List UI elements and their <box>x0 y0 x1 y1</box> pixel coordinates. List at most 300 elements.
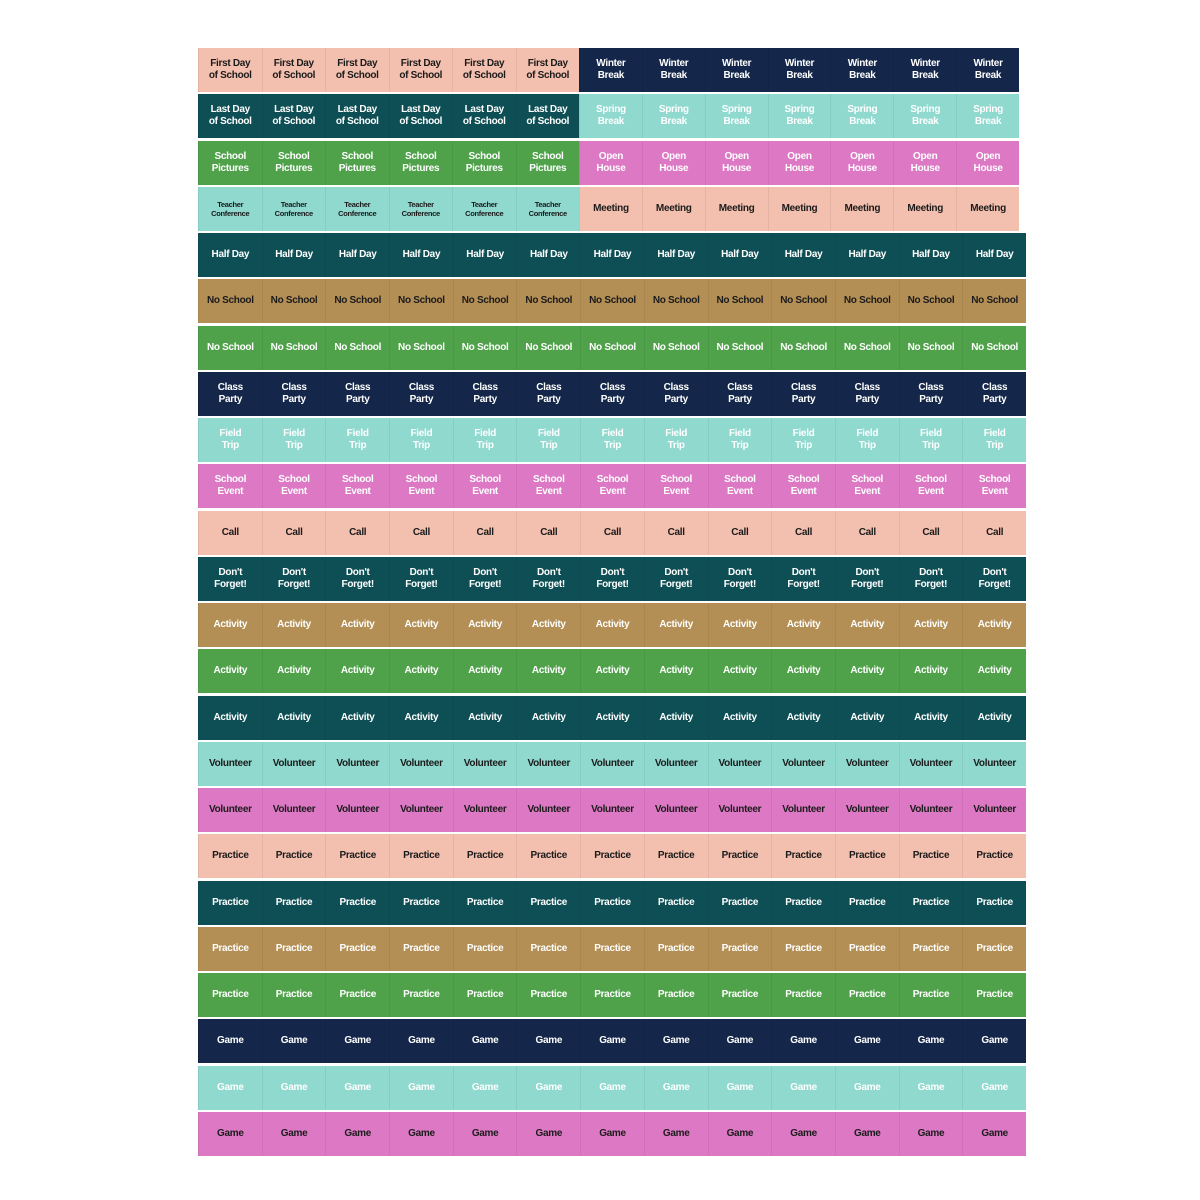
sticker: Field Trip <box>835 418 899 462</box>
sticker: Practice <box>453 973 517 1017</box>
sticker: Volunteer <box>899 742 963 786</box>
sticker: Activity <box>198 649 262 693</box>
sticker: School Event <box>325 464 389 508</box>
sticker: Activity <box>262 649 326 693</box>
sticker: Game <box>899 1112 963 1156</box>
sticker-row <box>198 881 1026 925</box>
sticker: Volunteer <box>262 788 326 832</box>
sticker: Activity <box>835 696 899 740</box>
sticker: Practice <box>644 834 708 878</box>
sticker: Practice <box>580 927 644 971</box>
sticker: Game <box>325 1019 389 1063</box>
sticker: First Day of School <box>389 48 453 92</box>
sticker: Activity <box>580 603 644 647</box>
sticker: Game <box>389 1019 453 1063</box>
sticker: First Day of School <box>516 48 580 92</box>
sticker: Open House <box>705 141 768 185</box>
sticker: Open House <box>893 141 956 185</box>
sticker: Game <box>644 1066 708 1110</box>
sticker: School Event <box>835 464 899 508</box>
sticker: No School <box>835 326 899 370</box>
sticker: Game <box>708 1066 772 1110</box>
sticker: School Event <box>262 464 326 508</box>
sticker: Don't Forget! <box>771 557 835 601</box>
sticker: Don't Forget! <box>835 557 899 601</box>
sticker: Game <box>771 1066 835 1110</box>
sticker: Call <box>516 511 580 555</box>
sticker: Volunteer <box>516 742 580 786</box>
sticker: Volunteer <box>389 788 453 832</box>
sticker: Call <box>580 511 644 555</box>
sticker: Game <box>771 1019 835 1063</box>
sticker: Activity <box>708 696 772 740</box>
sticker: School Pictures <box>262 141 326 185</box>
sticker-row <box>198 141 1026 185</box>
sticker: Activity <box>516 649 580 693</box>
sticker: Game <box>516 1066 580 1110</box>
sticker: Practice <box>962 834 1026 878</box>
sticker: Volunteer <box>389 742 453 786</box>
sticker: School Event <box>516 464 580 508</box>
sticker: Don't Forget! <box>262 557 326 601</box>
sticker: Volunteer <box>708 742 772 786</box>
sticker: Half Day <box>962 233 1026 277</box>
sticker: Practice <box>644 881 708 925</box>
sticker: No School <box>899 326 963 370</box>
sticker: Meeting <box>956 187 1019 231</box>
sticker: Activity <box>580 696 644 740</box>
sticker: Volunteer <box>771 788 835 832</box>
sticker: Half Day <box>262 233 326 277</box>
sticker: No School <box>580 279 644 323</box>
sticker: Game <box>962 1066 1026 1110</box>
sticker: Don't Forget! <box>325 557 389 601</box>
sticker: School Event <box>708 464 772 508</box>
sticker: Spring Break <box>830 94 893 138</box>
sticker: Call <box>835 511 899 555</box>
sticker: Open House <box>956 141 1019 185</box>
sticker: Open House <box>768 141 831 185</box>
sticker: Winter Break <box>642 48 705 92</box>
sticker: Volunteer <box>771 742 835 786</box>
sticker-row <box>198 557 1026 601</box>
sticker: Half Day <box>453 233 517 277</box>
sticker: Half Day <box>771 233 835 277</box>
sticker: Spring Break <box>579 94 642 138</box>
sticker: Meeting <box>893 187 956 231</box>
sticker: First Day of School <box>452 48 516 92</box>
sticker: School Event <box>962 464 1026 508</box>
sticker: Half Day <box>644 233 708 277</box>
sticker-row <box>198 788 1026 832</box>
sticker: Practice <box>453 881 517 925</box>
sticker: No School <box>899 279 963 323</box>
sticker: Activity <box>962 649 1026 693</box>
sticker: Activity <box>835 603 899 647</box>
sticker: Practice <box>198 973 262 1017</box>
sticker: Practice <box>899 973 963 1017</box>
sticker: Class Party <box>962 372 1026 416</box>
sticker: Activity <box>899 649 963 693</box>
sticker: Game <box>198 1066 262 1110</box>
sticker: Class Party <box>644 372 708 416</box>
sticker: Call <box>389 511 453 555</box>
sticker: Volunteer <box>580 788 644 832</box>
sticker: Practice <box>389 927 453 971</box>
sticker: Practice <box>198 881 262 925</box>
sticker: Game <box>516 1019 580 1063</box>
sticker: School Event <box>899 464 963 508</box>
sticker: Don't Forget! <box>389 557 453 601</box>
sticker: Half Day <box>708 233 772 277</box>
sticker: No School <box>962 279 1026 323</box>
sticker: Meeting <box>768 187 831 231</box>
sticker: Practice <box>708 973 772 1017</box>
sticker: Half Day <box>899 233 963 277</box>
sticker: Volunteer <box>835 788 899 832</box>
sticker: Winter Break <box>705 48 768 92</box>
sticker: No School <box>262 326 326 370</box>
sticker: Game <box>708 1019 772 1063</box>
sticker: Activity <box>899 603 963 647</box>
sticker: Field Trip <box>962 418 1026 462</box>
sticker: Game <box>644 1112 708 1156</box>
sticker-row <box>198 511 1026 555</box>
sticker-row <box>198 1019 1026 1063</box>
sticker: Game <box>771 1112 835 1156</box>
sticker-row <box>198 187 1026 231</box>
sticker: Activity <box>325 649 389 693</box>
sticker: Game <box>453 1019 517 1063</box>
sticker: Call <box>198 511 262 555</box>
sticker: Teacher Conference <box>262 187 326 231</box>
sticker: No School <box>516 279 580 323</box>
sticker: Practice <box>516 881 580 925</box>
sticker: Practice <box>771 834 835 878</box>
sticker: Volunteer <box>198 788 262 832</box>
sticker: First Day of School <box>198 48 262 92</box>
sticker: Game <box>899 1066 963 1110</box>
sticker: Game <box>389 1066 453 1110</box>
sticker: Game <box>516 1112 580 1156</box>
sticker: No School <box>389 279 453 323</box>
sticker-row <box>198 927 1026 971</box>
sticker: Field Trip <box>580 418 644 462</box>
sticker: Game <box>835 1066 899 1110</box>
sticker: School Event <box>771 464 835 508</box>
sticker: Spring Break <box>705 94 768 138</box>
sticker: Don't Forget! <box>580 557 644 601</box>
sticker: Call <box>262 511 326 555</box>
sticker: Practice <box>771 927 835 971</box>
sticker: Don't Forget! <box>899 557 963 601</box>
sticker: Teacher Conference <box>325 187 389 231</box>
sticker: Practice <box>962 973 1026 1017</box>
sticker: Activity <box>771 603 835 647</box>
sticker: Activity <box>516 603 580 647</box>
sticker: Activity <box>899 696 963 740</box>
sticker: Practice <box>325 927 389 971</box>
sticker: Game <box>262 1019 326 1063</box>
sticker: No School <box>708 326 772 370</box>
sticker: Call <box>644 511 708 555</box>
sticker: No School <box>389 326 453 370</box>
sticker: Field Trip <box>516 418 580 462</box>
sticker: Practice <box>516 927 580 971</box>
sticker: Open House <box>579 141 642 185</box>
sticker: No School <box>708 279 772 323</box>
sticker: Field Trip <box>644 418 708 462</box>
sticker: Class Party <box>516 372 580 416</box>
sticker-row <box>198 742 1026 786</box>
sticker: Activity <box>962 696 1026 740</box>
sticker: First Day of School <box>325 48 389 92</box>
sticker: Half Day <box>389 233 453 277</box>
sticker: Game <box>708 1112 772 1156</box>
sticker: No School <box>198 279 262 323</box>
sticker: No School <box>453 326 517 370</box>
sticker: Last Day of School <box>389 94 453 138</box>
sticker: Practice <box>516 973 580 1017</box>
sticker: Activity <box>453 649 517 693</box>
sticker: Game <box>644 1019 708 1063</box>
sticker: Activity <box>453 696 517 740</box>
sticker: Practice <box>899 881 963 925</box>
sticker: Activity <box>771 649 835 693</box>
sticker: No School <box>262 279 326 323</box>
sticker: Teacher Conference <box>198 187 262 231</box>
sticker: Game <box>962 1112 1026 1156</box>
sticker: Practice <box>389 973 453 1017</box>
sticker: Activity <box>644 649 708 693</box>
sticker: Teacher Conference <box>389 187 453 231</box>
sticker: Volunteer <box>708 788 772 832</box>
sticker-row <box>198 973 1026 1017</box>
sticker: Don't Forget! <box>198 557 262 601</box>
sticker: Don't Forget! <box>516 557 580 601</box>
sticker: Volunteer <box>644 742 708 786</box>
sticker: Field Trip <box>453 418 517 462</box>
sticker: Game <box>262 1066 326 1110</box>
sticker: Field Trip <box>389 418 453 462</box>
sticker: Practice <box>389 834 453 878</box>
sticker: Call <box>453 511 517 555</box>
sticker: Spring Break <box>642 94 705 138</box>
sticker: Game <box>835 1112 899 1156</box>
sticker: Activity <box>198 603 262 647</box>
sticker: School Event <box>453 464 517 508</box>
sticker: School Event <box>198 464 262 508</box>
sticker: Class Party <box>325 372 389 416</box>
sticker: School Pictures <box>452 141 516 185</box>
sticker: Practice <box>198 927 262 971</box>
sticker-row <box>198 603 1026 647</box>
sticker-row <box>198 649 1026 693</box>
sticker: Last Day of School <box>198 94 262 138</box>
sticker: Activity <box>389 649 453 693</box>
sticker: School Event <box>389 464 453 508</box>
sticker: Practice <box>771 973 835 1017</box>
sticker-row <box>198 464 1026 508</box>
sticker: Game <box>580 1112 644 1156</box>
sticker: Practice <box>708 834 772 878</box>
sticker: Class Party <box>453 372 517 416</box>
sticker: Practice <box>262 834 326 878</box>
sticker: Volunteer <box>580 742 644 786</box>
sticker: Call <box>325 511 389 555</box>
sticker: Half Day <box>198 233 262 277</box>
sticker: Volunteer <box>453 742 517 786</box>
sticker: Practice <box>899 834 963 878</box>
sticker: Volunteer <box>644 788 708 832</box>
sticker: Field Trip <box>708 418 772 462</box>
sticker: Don't Forget! <box>644 557 708 601</box>
sticker: Practice <box>389 881 453 925</box>
sticker: Open House <box>830 141 893 185</box>
sticker: School Pictures <box>516 141 580 185</box>
sticker: Half Day <box>580 233 644 277</box>
sticker: Game <box>325 1112 389 1156</box>
sticker: Practice <box>771 881 835 925</box>
sticker: Field Trip <box>771 418 835 462</box>
sticker: School Event <box>644 464 708 508</box>
sticker: First Day of School <box>262 48 326 92</box>
sticker: Practice <box>580 834 644 878</box>
sticker: Activity <box>708 603 772 647</box>
sticker: Activity <box>771 696 835 740</box>
sticker: Winter Break <box>830 48 893 92</box>
sticker: Practice <box>835 927 899 971</box>
sticker: Volunteer <box>325 742 389 786</box>
sticker: Activity <box>389 603 453 647</box>
sticker-row <box>198 233 1026 277</box>
sticker: Teacher Conference <box>452 187 516 231</box>
sticker: Practice <box>835 973 899 1017</box>
sticker: Activity <box>644 696 708 740</box>
sticker: Teacher Conference <box>516 187 580 231</box>
sticker: School Pictures <box>389 141 453 185</box>
sticker-row <box>198 94 1026 138</box>
sticker: Call <box>771 511 835 555</box>
sticker: Last Day of School <box>452 94 516 138</box>
sticker: No School <box>325 279 389 323</box>
sticker-row <box>198 834 1026 878</box>
sticker: Activity <box>325 603 389 647</box>
sticker: Game <box>580 1019 644 1063</box>
sticker: Volunteer <box>325 788 389 832</box>
sticker: Practice <box>644 973 708 1017</box>
sticker-row <box>198 418 1026 462</box>
sticker: Activity <box>580 649 644 693</box>
sticker: Volunteer <box>899 788 963 832</box>
sticker: Game <box>453 1066 517 1110</box>
sticker: School Pictures <box>325 141 389 185</box>
sticker: Spring Break <box>893 94 956 138</box>
sticker: Practice <box>835 881 899 925</box>
sticker: Game <box>835 1019 899 1063</box>
sticker: No School <box>580 326 644 370</box>
sticker: Volunteer <box>262 742 326 786</box>
sticker: Class Party <box>262 372 326 416</box>
sticker: Winter Break <box>579 48 642 92</box>
sticker: Volunteer <box>453 788 517 832</box>
sticker: No School <box>516 326 580 370</box>
sticker: Practice <box>962 881 1026 925</box>
sticker: Meeting <box>830 187 893 231</box>
sticker: Practice <box>453 834 517 878</box>
sticker: Activity <box>644 603 708 647</box>
sticker: Practice <box>962 927 1026 971</box>
sticker: Game <box>899 1019 963 1063</box>
sticker: Practice <box>580 973 644 1017</box>
sticker: School Event <box>580 464 644 508</box>
sticker: No School <box>453 279 517 323</box>
sticker: No School <box>962 326 1026 370</box>
sticker: Game <box>198 1112 262 1156</box>
sticker: Class Party <box>389 372 453 416</box>
sticker: Meeting <box>579 187 642 231</box>
sticker: Last Day of School <box>262 94 326 138</box>
sticker: Field Trip <box>262 418 326 462</box>
sticker: Spring Break <box>768 94 831 138</box>
sticker: Class Party <box>899 372 963 416</box>
sticker: Winter Break <box>768 48 831 92</box>
sticker: Activity <box>516 696 580 740</box>
sticker: Call <box>899 511 963 555</box>
sticker: No School <box>644 279 708 323</box>
sticker-row <box>198 372 1026 416</box>
sticker: Practice <box>325 881 389 925</box>
sticker: Practice <box>708 927 772 971</box>
sticker: Class Party <box>580 372 644 416</box>
sticker: No School <box>771 326 835 370</box>
sticker: Practice <box>708 881 772 925</box>
sticker: Winter Break <box>956 48 1019 92</box>
sticker: Last Day of School <box>325 94 389 138</box>
sticker: Field Trip <box>325 418 389 462</box>
sticker: No School <box>198 326 262 370</box>
sticker: Volunteer <box>962 742 1026 786</box>
sticker: Field Trip <box>899 418 963 462</box>
sticker: No School <box>771 279 835 323</box>
sticker: No School <box>835 279 899 323</box>
sticker: Don't Forget! <box>453 557 517 601</box>
sticker: Activity <box>835 649 899 693</box>
sticker-row <box>198 326 1026 370</box>
sticker: Practice <box>262 881 326 925</box>
sticker-row <box>198 48 1026 92</box>
sticker: Call <box>962 511 1026 555</box>
sticker-row <box>198 696 1026 740</box>
sticker: School Pictures <box>198 141 262 185</box>
sticker-sheet <box>198 48 1026 1158</box>
sticker: Meeting <box>705 187 768 231</box>
sticker: Practice <box>835 834 899 878</box>
sticker: Game <box>580 1066 644 1110</box>
sticker: Game <box>389 1112 453 1156</box>
sticker: Meeting <box>642 187 705 231</box>
sticker: Class Party <box>198 372 262 416</box>
sticker: Game <box>198 1019 262 1063</box>
sticker: No School <box>644 326 708 370</box>
sticker: Half Day <box>516 233 580 277</box>
sticker: Practice <box>198 834 262 878</box>
sticker: Game <box>262 1112 326 1156</box>
sticker: Activity <box>262 696 326 740</box>
sticker: Activity <box>198 696 262 740</box>
sticker: Activity <box>708 649 772 693</box>
sticker: Volunteer <box>198 742 262 786</box>
